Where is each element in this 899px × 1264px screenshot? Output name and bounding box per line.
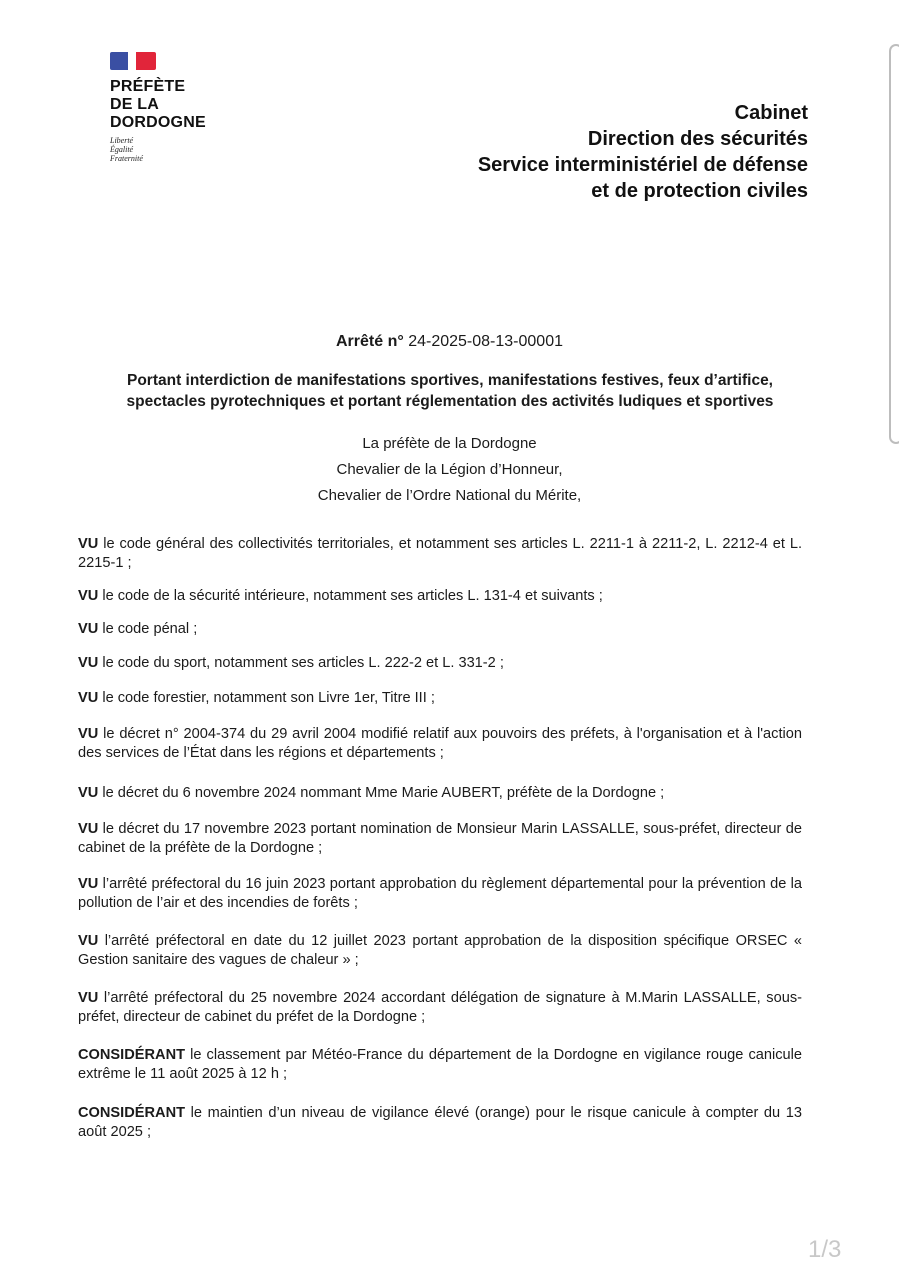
visa-keyword: VU <box>78 990 99 1006</box>
authority-block <box>0 431 899 509</box>
visa-text: le décret n° 2004-374 du 29 avril 2004 modifié relatif aux pouvoirs des préfets, à l'organisation et à l'action des services de l’État dans les régions et départements ; <box>78 726 802 761</box>
visa-paragraph <box>78 820 802 858</box>
visa-keyword: VU <box>78 726 99 742</box>
visa-text: le code forestier, notamment son Livre 1er, Titre III ; <box>98 690 435 706</box>
service-header-line: et de protection civiles <box>591 180 808 202</box>
visa-keyword: VU <box>78 876 99 892</box>
visa-keyword: VU <box>78 933 99 949</box>
subject-line: Portant interdiction de manifestations sportives, manifestations festives, feux d’artifice, <box>127 372 773 389</box>
visa-text: l’arrêté préfectoral en date du 12 juillet 2023 portant approbation de la disposition spécifique ORSEC « Gestion sanitaire des vagues de chaleur » ; <box>78 933 802 968</box>
visa-text: le décret du 6 novembre 2024 nommant Mme Marie AUBERT, préfète de la Dordogne ; <box>98 785 665 801</box>
visa-keyword: VU <box>78 690 99 706</box>
visa-keyword: VU <box>78 821 99 837</box>
considerant-keyword: CONSIDÉRANT <box>78 1047 186 1063</box>
prefecture-name-line: DE LA <box>110 96 159 113</box>
visa-paragraph <box>78 620 802 639</box>
motto-line: Égalité <box>110 145 134 154</box>
service-header-line: Service interministériel de défense <box>477 154 808 176</box>
prefecture-name-line: PRÉFÈTE <box>110 78 186 95</box>
motto-line: Fraternité <box>110 154 143 163</box>
authority-line: Chevalier de la Légion d’Honneur, <box>336 461 563 478</box>
republic-motto <box>110 136 206 163</box>
prefecture-name-line: DORDOGNE <box>110 114 206 131</box>
visa-text: le décret du 17 novembre 2023 portant nomination de Monsieur Marin LASSALLE, sous-préfet, directeur de cabinet de la préfète de la Dordogne ; <box>78 821 802 856</box>
service-header-line: Cabinet <box>734 102 808 124</box>
arrete-number <box>0 333 899 351</box>
motto-line: Liberté <box>110 136 134 145</box>
visa-keyword: VU <box>78 785 99 801</box>
visa-paragraph <box>78 587 802 606</box>
visa-text: l’arrêté préfectoral du 25 novembre 2024 accordant délégation de signature à M.Marin LASSALLE, sous-préfet, directeur de cabinet du préfet de la Dordogne ; <box>78 990 802 1025</box>
visa-keyword: VU <box>78 536 99 552</box>
visa-paragraph <box>78 784 802 803</box>
visa-paragraph <box>78 535 802 573</box>
authority-line: Chevalier de l’Ordre National du Mérite, <box>317 487 582 504</box>
subject-line: spectacles pyrotechniques et portant réglementation des activités ludiques et sportives <box>126 393 774 410</box>
arrete-number-value: 24-2025-08-13-00001 <box>408 333 563 350</box>
prefecture-name <box>110 78 206 132</box>
visa-paragraph <box>78 689 802 708</box>
visa-paragraph <box>78 654 802 673</box>
authority-line: La préfète de la Dordogne <box>362 435 537 452</box>
considerant-keyword: CONSIDÉRANT <box>78 1105 186 1121</box>
visa-paragraph <box>78 989 802 1027</box>
arrete-label: Arrêté n° <box>336 333 404 350</box>
service-header <box>478 100 808 204</box>
page-indicator: 1/3 <box>808 1236 842 1263</box>
visa-paragraph <box>78 725 802 763</box>
visa-text: le code de la sécurité intérieure, notamment ses articles L. 131-4 et suivants ; <box>98 588 603 604</box>
visa-keyword: VU <box>78 588 99 604</box>
visa-keyword: VU <box>78 655 99 671</box>
scrollbar[interactable] <box>889 44 899 444</box>
considerant-paragraph <box>78 1104 802 1142</box>
visa-text: l’arrêté préfectoral du 16 juin 2023 portant approbation du règlement départemental pour la prévention de la pollution de l’air et des incendies de forêts ; <box>78 876 802 911</box>
visa-keyword: VU <box>78 621 99 637</box>
visa-paragraph <box>78 932 802 970</box>
prefecture-logo <box>110 52 206 163</box>
considerant-paragraph <box>78 1046 802 1084</box>
considerant-text: le classement par Météo-France du département de la Dordogne en vigilance rouge canicule extrême le 11 août 2025 à 12 h ; <box>78 1047 802 1082</box>
visa-text: le code du sport, notamment ses articles L. 222-2 et L. 331-2 ; <box>98 655 504 671</box>
service-header-line: Direction des sécurités <box>587 128 808 150</box>
visa-text: le code pénal ; <box>98 621 198 637</box>
visa-text: le code général des collectivités territoriales, et notamment ses articles L. 2211-1 à 2211-2, L. 2212-4 et L. 2215-1 ; <box>78 536 802 571</box>
marianne-flag-icon <box>110 52 156 70</box>
visa-paragraph <box>78 875 802 913</box>
considerant-text: le maintien d’un niveau de vigilance élevé (orange) pour le risque canicule à compter du 13 août 2025 ; <box>78 1105 802 1140</box>
arrete-subject <box>60 370 840 412</box>
